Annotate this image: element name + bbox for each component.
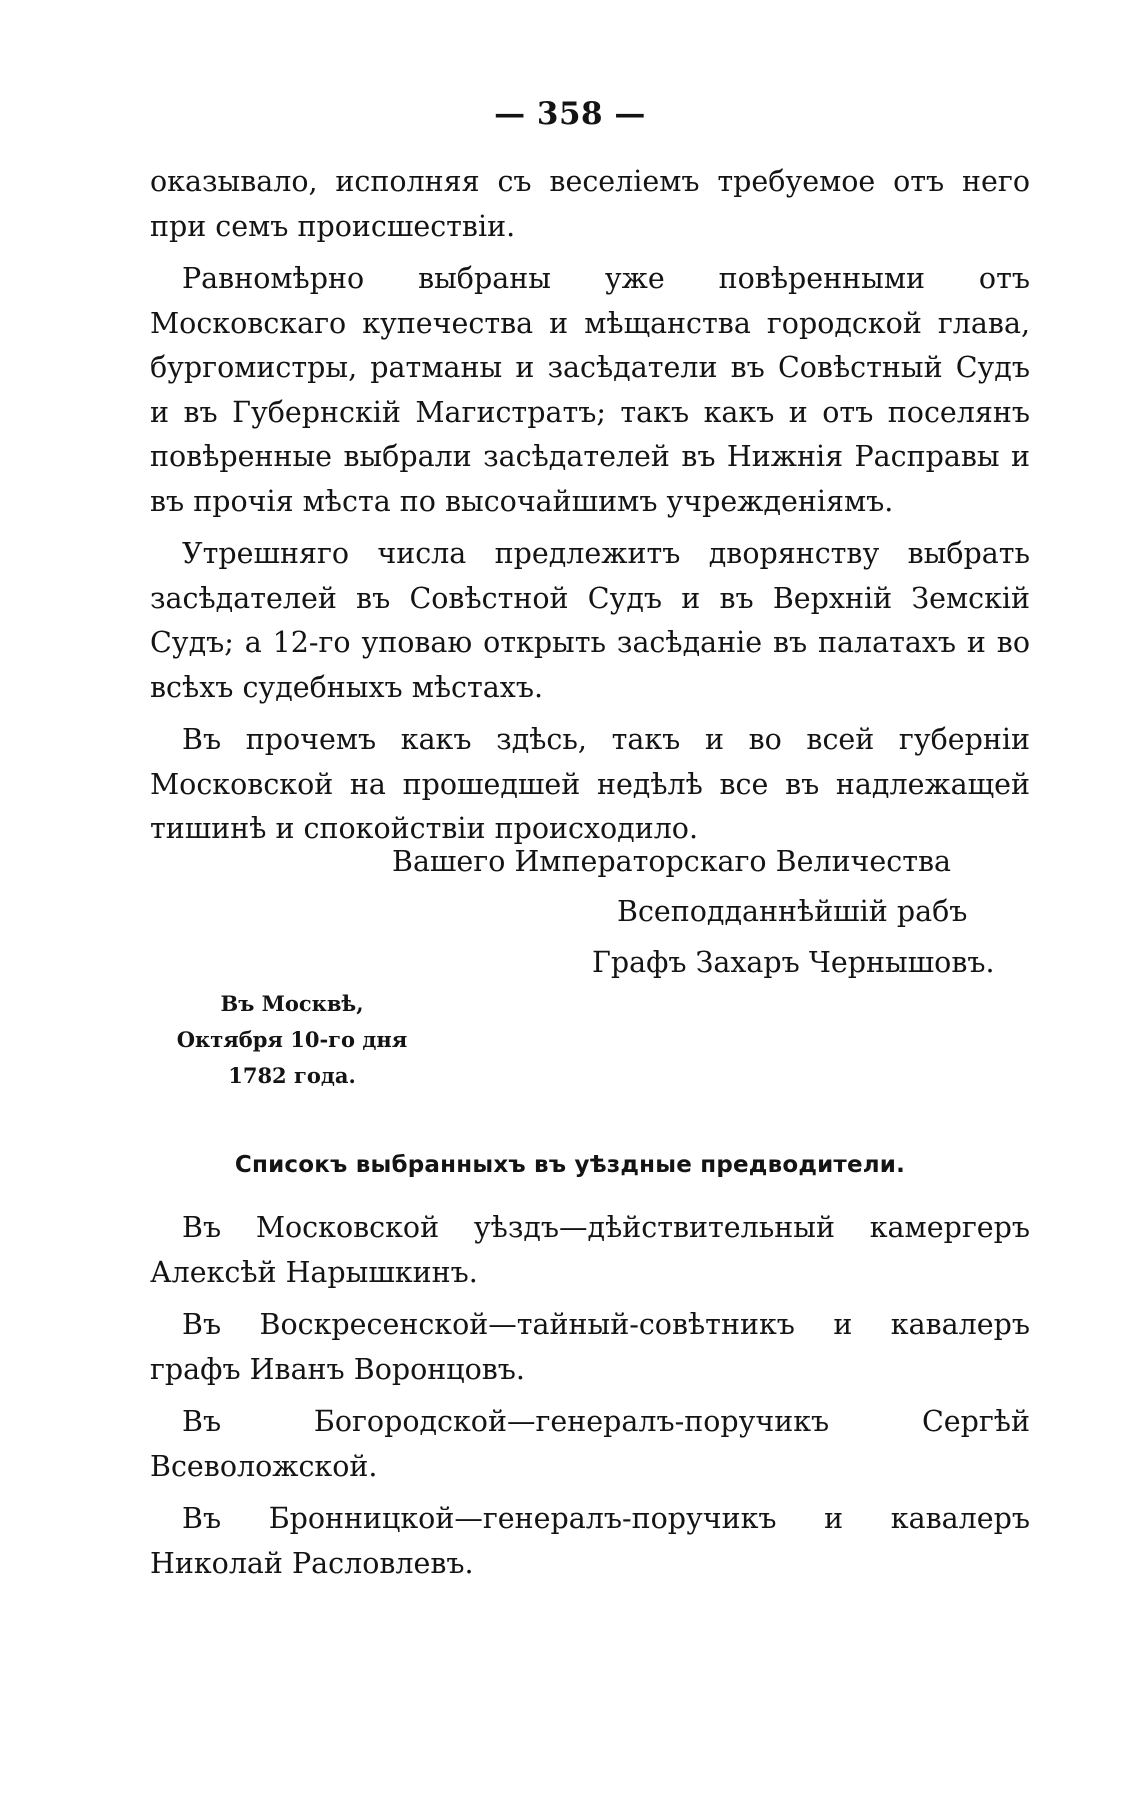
year-line: 1782 года. [228,1063,356,1088]
list-item: Въ Московской уѣздъ—дѣйствительный камергеръ Алексѣй Нарышкинъ. [150,1211,1030,1289]
paragraph-nobility: Утрешняго числа предлежитъ дворянству выбрать засѣдателей въ Совѣстной Судъ и въ Верхній Земскій Судъ; а 12-го уповаю открыть засѣданіе въ палатахъ и во всѣхъ судебныхъ мѣстахъ. [150,537,1030,704]
place-date [172,986,412,1094]
list-item: Въ Богородской—генералъ-поручикъ Сергѣй Всеволожской. [150,1405,1030,1483]
signature-servant: Всеподданнѣйшій рабъ [617,895,968,928]
paragraph-elections: Равномѣрно выбраны уже повѣренными отъ Московскаго купечества и мѣщанства городской глава, бургомистры, ратманы и засѣдатели въ Совѣстный Судъ и въ Губернскій Магистратъ; такъ какъ и отъ поселянъ повѣренные выбрали засѣдателей въ Нижнія Расправы и въ прочія мѣста по высочайшимъ учрежденіямъ. [150,262,1030,518]
date-line: Октября 10-го дня [176,1027,408,1052]
signature-salutation: Вашего Императорскаго Величества [392,845,952,878]
place-line: Въ Москвѣ, [220,991,364,1016]
list-item: Въ Воскресенской—тайный-совѣтникъ и кавалеръ графъ Иванъ Воронцовъ. [150,1308,1030,1386]
paragraph-calm: Въ прочемъ какъ здѣсь, такъ и во всей губерніи Московской на прошедшей недѣлѣ все въ надлежащей тишинѣ и спокойствіи происходило. [150,723,1030,845]
page-number: — 358 — [494,96,646,132]
report-body [150,160,1030,860]
signature-name: Графъ Захаръ Чернышовъ. [592,946,995,979]
list-item: Въ Бронницкой—генералъ-поручикъ и кавалеръ Николай Расловлевъ. [150,1502,1030,1580]
list-heading: Списокъ выбранныхъ въ уѣздные предводители. [234,1152,906,1178]
marshals-list [150,1206,1030,1594]
paragraph-continuation: оказывало, исполняя съ веселіемъ требуемое отъ него при семъ происшествіи. [150,165,1030,243]
